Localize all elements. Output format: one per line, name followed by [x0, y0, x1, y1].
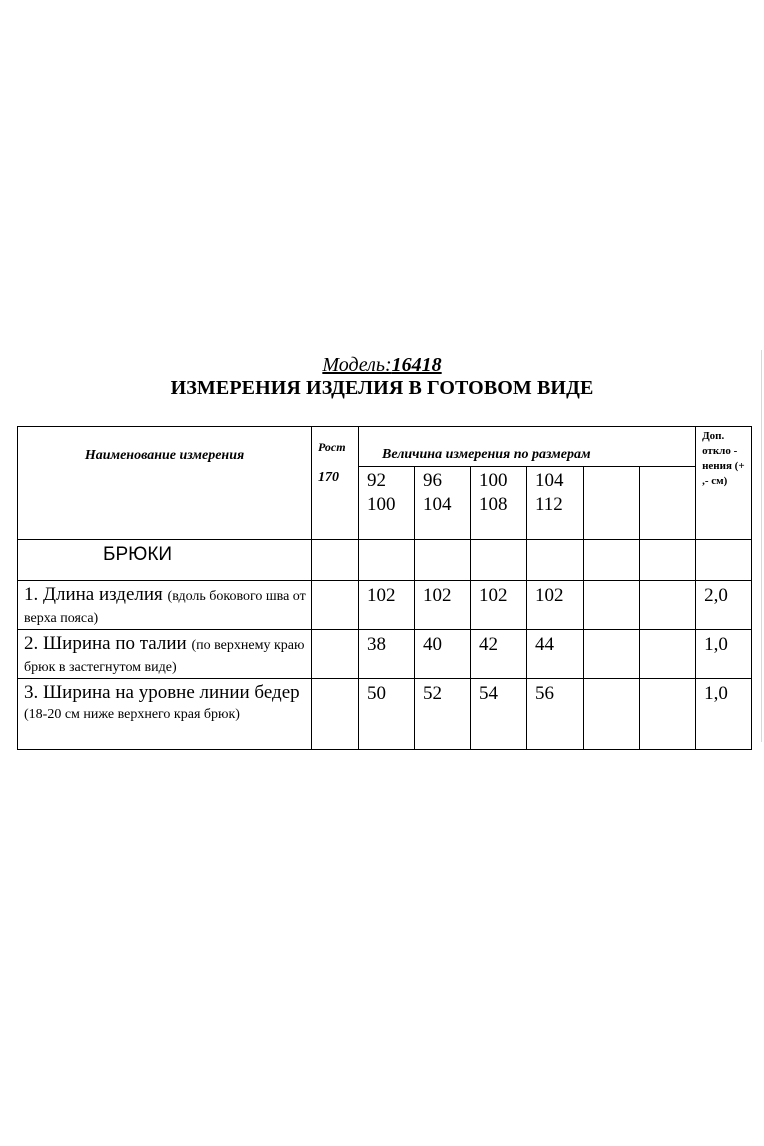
measurement-name: 3. Ширина на уровне линии бедер (18-20 см ниже верхнего края брюк) [18, 679, 312, 750]
model-label: Модель: [322, 354, 392, 376]
table-header-row [18, 427, 752, 467]
measurement-value [640, 581, 696, 630]
size-cell: 96 104 [415, 467, 471, 540]
measurement-value [640, 630, 696, 679]
model-number: 16418 [391, 354, 442, 376]
table-cell [312, 581, 359, 630]
measurement-note: (по верхнему краю брюк в застегнутом виде) [24, 638, 305, 675]
table-cell [696, 540, 752, 581]
header-sizes: Величина измерения по размерам [359, 427, 696, 467]
growth-label: Рост [318, 440, 346, 454]
measurements-table [17, 426, 752, 750]
measurement-value [584, 630, 640, 679]
page-edge-line [761, 350, 762, 742]
size-cell [584, 467, 640, 540]
table-row [18, 679, 752, 750]
size-cell: 100 108 [471, 467, 527, 540]
measurement-value: 54 [471, 679, 527, 750]
table-cell [471, 540, 527, 581]
deviation-value: 1,0 [696, 630, 752, 679]
growth-value: 170 [318, 470, 339, 485]
measurement-value: 40 [415, 630, 471, 679]
size-cell: 92 100 [359, 467, 415, 540]
size-cell [640, 467, 696, 540]
measurement-value: 102 [415, 581, 471, 630]
header-deviation: Доп. откло - нения (+ ,- см) [696, 427, 752, 540]
table-cell [312, 679, 359, 750]
table-cell [312, 630, 359, 679]
table-row [18, 581, 752, 630]
measurement-value: 38 [359, 630, 415, 679]
measurement-value: 44 [527, 630, 584, 679]
table-row [18, 630, 752, 679]
deviation-value: 1,0 [696, 679, 752, 750]
document-heading: ИЗМЕРЕНИЯ ИЗДЕЛИЯ В ГОТОВОМ ВИДЕ [170, 377, 594, 399]
table-cell [584, 540, 640, 581]
size-cell: 104 112 [527, 467, 584, 540]
deviation-value: 2,0 [696, 581, 752, 630]
measurement-note: (вдоль бокового шва от верха пояса) [24, 589, 306, 626]
section-title: БРЮКИ [18, 540, 312, 581]
table-cell [527, 540, 584, 581]
header-measurement-name: Наименование измерения [18, 427, 312, 540]
measurement-value: 102 [359, 581, 415, 630]
header-growth [312, 427, 359, 540]
measurement-value [584, 679, 640, 750]
table-cell [640, 540, 696, 581]
measurement-value: 52 [415, 679, 471, 750]
measurement-value: 102 [471, 581, 527, 630]
table-cell [359, 540, 415, 581]
model-title [0, 354, 764, 377]
measurement-value: 56 [527, 679, 584, 750]
measurement-value: 42 [471, 630, 527, 679]
measurement-value: 50 [359, 679, 415, 750]
measurement-value [584, 581, 640, 630]
measurement-value [640, 679, 696, 750]
measurement-value: 102 [527, 581, 584, 630]
table-cell [415, 540, 471, 581]
table-cell [312, 540, 359, 581]
measurement-name: 1. Длина изделия (вдоль бокового шва от верха пояса) [18, 581, 312, 630]
measurement-note: (18-20 см ниже верхнего края брюк) [24, 707, 240, 722]
measurement-name: 2. Ширина по талии (по верхнему краю брюк в застегнутом виде) [18, 630, 312, 679]
section-row [18, 540, 752, 581]
